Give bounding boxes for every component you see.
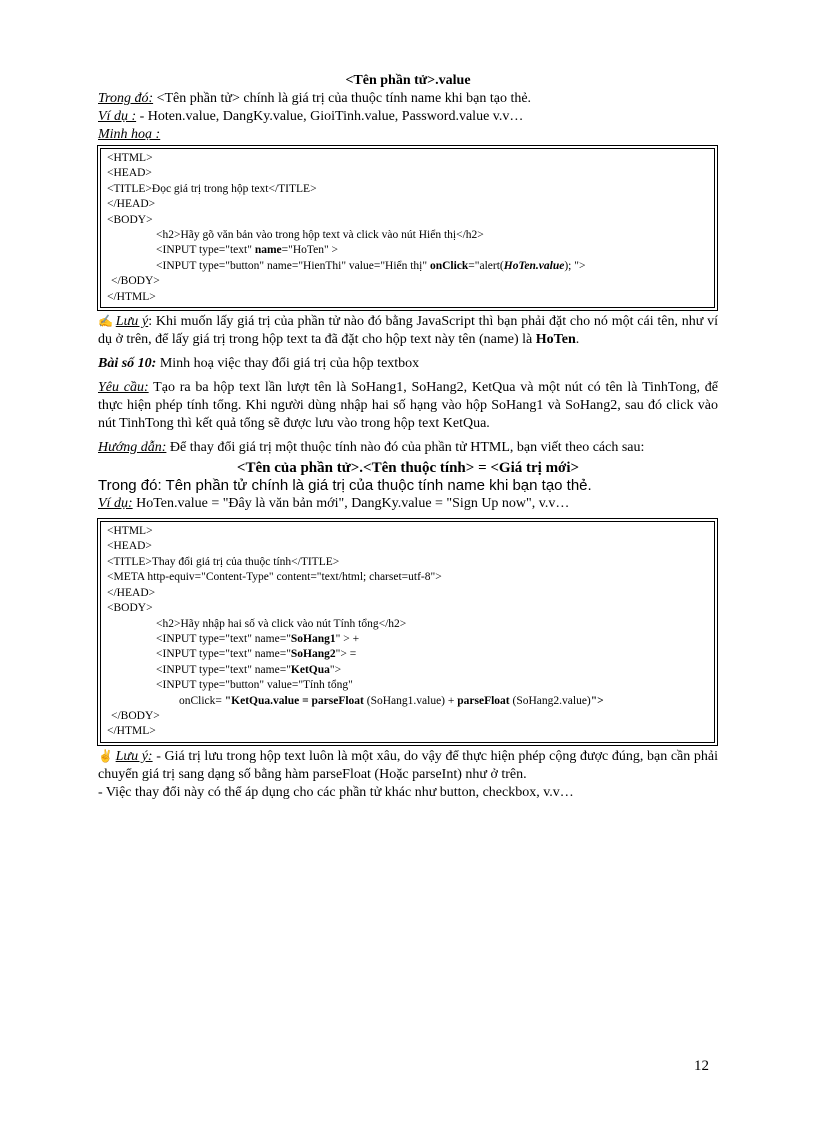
- code-fragment: name: [254, 244, 282, 257]
- code-fragment: <INPUT type="text" name=": [156, 648, 291, 661]
- code-box-2: [100, 521, 715, 743]
- code-fragment: ="HoTen" >: [281, 244, 339, 257]
- code-line: <BODY>: [107, 602, 153, 615]
- code-line: </BODY>: [111, 275, 160, 288]
- code-line: [107, 259, 708, 274]
- document-page: [98, 72, 718, 802]
- exercise-title-text: Minh hoạ việc thay đổi giá trị của hộp textbox: [156, 356, 420, 372]
- code-fragment: SoHang1: [290, 632, 336, 645]
- assignment-formula: <Tên của phần tử>.<Tên thuộc tính> = <Giá trị mới>: [236, 460, 580, 477]
- note-2-label: Lưu ý:: [115, 748, 153, 764]
- code-line: <TITLE>Đọc giá trị trong hộp text</TITLE>: [107, 182, 317, 195]
- code-line: <BODY>: [107, 213, 153, 226]
- value-formula: <Tên phần tử>.value: [345, 73, 471, 88]
- requirement-paragraph: [98, 379, 718, 433]
- note-1: [98, 312, 718, 349]
- code-fragment: KetQua: [290, 663, 330, 676]
- code-fragment: (SoHang1.value) +: [363, 694, 458, 707]
- writing-hand-icon: ✍: [98, 314, 113, 329]
- code-line: <HEAD>: [107, 167, 152, 180]
- note-2-text: - Giá trị lưu trong hộp text luôn là một xâu, do vậy để thực hiện phép cộng được đúng, bạn cần phải chuyển giá trị sang dạng số bằng hàm parseFloat (Hoặc parseInt) như ở trên.: [98, 748, 718, 782]
- code-line: <META http-equiv="Content-Type" content="text/html; charset=utf-8">: [107, 571, 442, 584]
- code-line: <INPUT type="button" value="Tính tổng": [156, 679, 353, 692]
- code-line: <TITLE>Thay đổi giá trị của thuộc tính</TITLE>: [107, 555, 340, 568]
- where-text: <Tên phần tử> chính là giá trị của thuộc tính name khi bạn tạo thẻ.: [153, 91, 532, 106]
- code-line: <HTML>: [107, 152, 153, 164]
- code-box-1: [100, 148, 715, 308]
- code-fragment: onClick: [429, 259, 469, 272]
- code-line: <h2>Hãy gõ văn bản vào trong hộp text và click vào nút Hiển thị</h2>: [156, 229, 484, 242]
- where-line: [98, 90, 718, 108]
- code-line: </HEAD>: [107, 198, 156, 211]
- code-fragment: ">: [329, 663, 342, 676]
- note-2-extra: - Việc thay đổi này có thể áp dụng cho các phần tử khác như button, checkbox, v.v…: [98, 784, 574, 800]
- example-line-2: [98, 495, 718, 513]
- code-line: </HTML>: [107, 290, 156, 303]
- code-fragment: (SoHang2.value): [509, 694, 591, 707]
- code-line: <HEAD>: [107, 540, 152, 553]
- page-number: 12: [694, 1058, 709, 1074]
- code-fragment: ">: [590, 694, 604, 707]
- code-fragment: <INPUT type="text" name=": [156, 632, 291, 645]
- example-line: [98, 108, 718, 126]
- code-fragment: HoTen.value: [503, 259, 565, 272]
- note-1-label: Lưu ý: [115, 314, 149, 330]
- code-line: </HEAD>: [107, 586, 156, 599]
- code-fragment: " > +: [335, 632, 360, 645]
- requirement-label: Yêu cầu:: [98, 380, 149, 396]
- code-fragment: <INPUT type="text" name=": [156, 663, 291, 676]
- code-fragment: "> =: [335, 648, 357, 661]
- where-label: Trong đó:: [98, 91, 154, 106]
- requirement-text: Tạo ra ba hộp text lần lượt tên là SoHang1, SoHang2, KetQua và một nút có tên là TinhTong, để thực hiện phép tính tổng. Khi người dùng nhập hai số hạng vào hộp SoHang1 và SoHang2, sau đó click vào nút TinhTong thì kết quả tổng sẽ được lưu vào trong hộp text KetQua.: [98, 380, 718, 432]
- code-line: [107, 632, 708, 647]
- code-fragment: onClick=: [179, 694, 225, 707]
- code-fragment: <INPUT type="text": [156, 244, 255, 257]
- where-line-2: Trong đó: Tên phần tử chính là giá trị của thuộc tính name khi bạn tạo thẻ.: [98, 477, 592, 495]
- example-text: - Hoten.value, DangKy.value, GioiTinh.value, Password.value v.v…: [136, 109, 524, 124]
- note-1-text: : Khi muốn lấy giá trị của phần tử nào đó bằng JavaScript thì bạn phải đặt cho nó một cái tên, như ví dụ ở trên, để lấy giá trị trong hộp text ta đã đặt cho hộp text này tên (name) là: [98, 314, 718, 348]
- code-fragment: ); ">: [564, 259, 586, 272]
- code-line: [107, 647, 708, 662]
- example-label: Ví dụ :: [98, 109, 137, 124]
- code-fragment: "KetQua.value = parseFloat: [224, 694, 364, 707]
- victory-hand-icon: ✌: [98, 748, 113, 763]
- code-line: <h2>Hãy nhập hai số và click vào nút Tính tổng</h2>: [156, 617, 407, 630]
- exercise-title: [98, 355, 718, 373]
- code-line: </HTML>: [107, 725, 156, 738]
- code-line: </BODY>: [111, 709, 160, 722]
- note-2: [98, 747, 718, 784]
- code-fragment: <INPUT type="button" name="HienThi" value="Hiển thị": [156, 259, 430, 272]
- exercise-label: Bài số 10:: [98, 356, 157, 372]
- example-text-2: HoTen.value = "Đây là văn bản mới", DangKy.value = "Sign Up now", v.v…: [132, 496, 570, 512]
- guide-paragraph: [98, 439, 718, 457]
- note-1-end: .: [575, 332, 580, 348]
- illustration-line: [98, 126, 718, 144]
- code-line: [107, 243, 708, 258]
- code-fragment: ="alert(: [468, 259, 504, 272]
- note-1-name: HoTen: [535, 332, 576, 348]
- code-line: [107, 694, 708, 709]
- example-label-2: Ví dụ:: [98, 496, 133, 512]
- guide-text: Để thay đổi giá trị một thuộc tính nào đó của phần tử HTML, bạn viết theo cách sau:: [166, 440, 645, 456]
- code-fragment: parseFloat: [457, 694, 510, 707]
- code-fragment: SoHang2: [290, 648, 336, 661]
- code-line: [107, 663, 708, 678]
- illustration-label: Minh hoạ :: [98, 127, 161, 142]
- code-line: <HTML>: [107, 525, 153, 538]
- guide-label: Hướng dẫn:: [98, 440, 167, 456]
